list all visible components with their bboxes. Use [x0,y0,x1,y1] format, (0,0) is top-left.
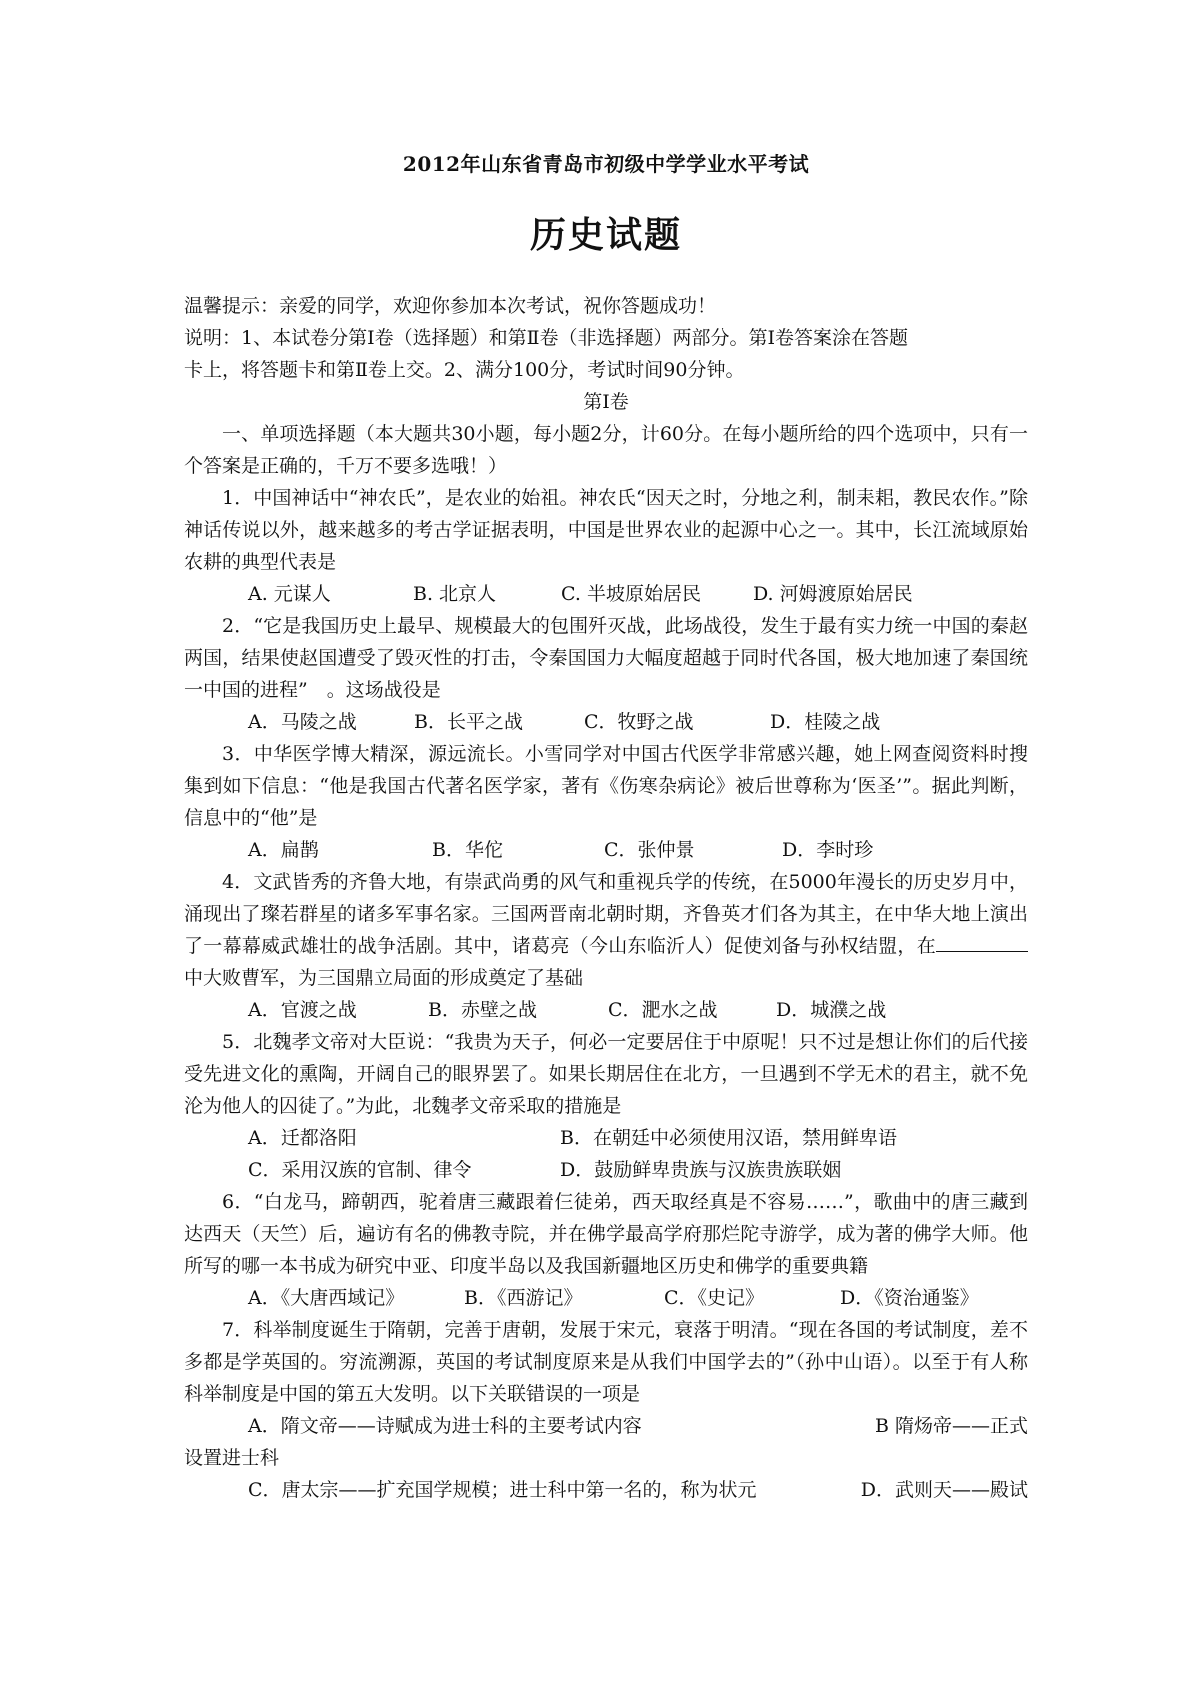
option-c: C．采用汉族的官制、律令 [248,1159,472,1181]
question-3-options [184,834,1028,866]
option-c: C．牧野之战 [584,711,694,733]
question-6-options [184,1282,1028,1314]
option-d: D．《资治通鉴》 [840,1287,979,1309]
option-d: D．城濮之战 [776,999,887,1021]
option-d: D．李时珍 [782,839,874,861]
option-c: C．《史记》 [664,1287,765,1309]
option-b: B．华佗 [432,839,503,861]
question-3-stem: 3．中华医学博大精深，源远流长。小雪同学对中国古代医学非常感兴趣，她上网查阅资料时搜集到如下信息：“他是我国古代著名医学家，著有《伤寒杂病论》被后世尊称为‘医圣’”。据此判断，信息中的“他”是 [184,743,1028,829]
option-c: C. 半坡原始居民 [561,583,701,605]
option-c: C．张仲景 [604,839,695,861]
option-a: A．《大唐西域记》 [248,1287,405,1309]
question-4-options [184,994,1028,1026]
option-b: B．赤壁之战 [428,999,537,1021]
option-d: D．鼓励鲜卑贵族与汉族贵族联姻 [560,1159,842,1181]
question-1-options [184,578,1028,610]
volume-label: 第Ⅰ卷 [583,391,629,413]
question-7-options-row-1 [184,1410,1028,1442]
question-7-options-row-2 [184,1474,1028,1506]
option-c: C．唐太宗——扩充国学规模；进士科中第一名的，称为状元 [248,1479,757,1501]
option-a: A. 元谋人 [248,583,331,605]
question-4-stem [184,866,1028,994]
question-7-option-b-continued: 设置进士科 [184,1447,280,1469]
option-a: A．迁都洛阳 [248,1127,357,1149]
option-a: A．官渡之战 [248,999,357,1021]
question-6-stem: 6．“白龙马，蹄朝西，驼着唐三藏跟着仨徒弟，西天取经真是不容易……”，歌曲中的唐三藏到达西天（天竺）后，遍访有名的佛教寺院，并在佛学最高学府那烂陀寺游学，成为著的佛学大师。他所写的哪一本书成为研究中亚、印度半岛以及我国新疆地区历史和佛学的重要典籍 [184,1191,1028,1277]
question-5-options-row-2 [184,1154,1028,1186]
option-c: C．淝水之战 [608,999,718,1021]
section-instructions: 一、单项选择题（本大题共30小题，每小题2分，计60分。在每小题所给的四个选项中，只有一个答案是正确的，千万不要多选哦！） [184,423,1028,477]
subject-title: 历史试题 [529,214,682,256]
option-a: A．马陵之战 [248,711,357,733]
question-4-stem-part-1: 4．文武皆秀的齐鲁大地，有崇武尚勇的风气和重视兵学的传统，在5000年漫长的历史岁月中，涌现出了璨若群星的诸多军事名家。三国两晋南北朝时期，齐鲁英才们各为其主，在中华大地上演出了一幕幕威武雄壮的战争活剧。其中，诸葛亮（今山东临沂人）促使刘备与孙权结盟，在 [184,871,1028,957]
question-4-stem-part-2: 中大败曹军，为三国鼎立局面的形成奠定了基础 [184,967,584,989]
intro-tip: 温馨提示：亲爱的同学，欢迎你参加本次考试，祝你答题成功！ [184,295,717,317]
intro-note-line-1: 说明：1、本试卷分第Ⅰ卷（选择题）和第Ⅱ卷（非选择题）两部分。第Ⅰ卷答案涂在答题 [184,327,909,349]
exam-title: 2012年山东省青岛市初级中学学业水平考试 [402,152,810,176]
fill-in-blank [936,933,1028,952]
option-a: A．隋文帝——诗赋成为进士科的主要考试内容 [248,1415,642,1437]
option-b: B 隋炀帝——正式 [874,1415,1028,1437]
question-1-stem: 1．中国神话中“神农氏”，是农业的始祖。神农氏“因天之时，分地之利，制耒耜，教民农作。”除神话传说以外，越来越多的考古学证据表明，中国是世界农业的起源中心之一。其中，长江流域原始农耕的典型代表是 [184,487,1028,573]
option-b: B．在朝廷中必须使用汉语，禁用鲜卑语 [560,1127,897,1149]
option-d: D．武则天——殿试 [860,1479,1028,1501]
option-a: A．扁鹊 [248,839,319,861]
option-b: B．《西游记》 [464,1287,583,1309]
question-2-options [184,706,1028,738]
question-2-stem: 2．“它是我国历史上最早、规模最大的包围歼灭战，此场战役，发生于最有实力统一中国的秦赵两国，结果使赵国遭受了毁灭性的打击，令秦国国力大幅度超越于同时代各国，极大地加速了秦国统一中国的进程” 。这场战役是 [184,615,1028,701]
intro-note-line-2: 卡上，将答题卡和第Ⅱ卷上交。2、满分100分，考试时间90分钟。 [184,359,745,381]
question-5-options-row-1 [184,1122,1028,1154]
question-7-stem: 7．科举制度诞生于隋朝，完善于唐朝，发展于宋元，衰落于明清。“现在各国的考试制度，差不多都是学英国的。穷流溯源，英国的考试制度原来是从我们中国学去的”（孙中山语）。以至于有人称科举制度是中国的第五大发明。以下关联错误的一项是 [184,1319,1028,1405]
option-b: B. 北京人 [413,583,497,605]
option-d: D. 河姆渡原始居民 [753,583,913,605]
question-5-stem: 5．北魏孝文帝对大臣说：“我贵为天子，何必一定要居住于中原呢！只不过是想让你们的后代接受先进文化的熏陶，开阔自己的眼界罢了。如果长期居住在北方，一旦遇到不学无术的君主，就不免沦为他人的囚徒了。”为此，北魏孝文帝采取的措施是 [184,1031,1028,1117]
exam-page [184,148,1028,1506]
option-b: B．长平之战 [414,711,523,733]
option-d: D．桂陵之战 [770,711,881,733]
